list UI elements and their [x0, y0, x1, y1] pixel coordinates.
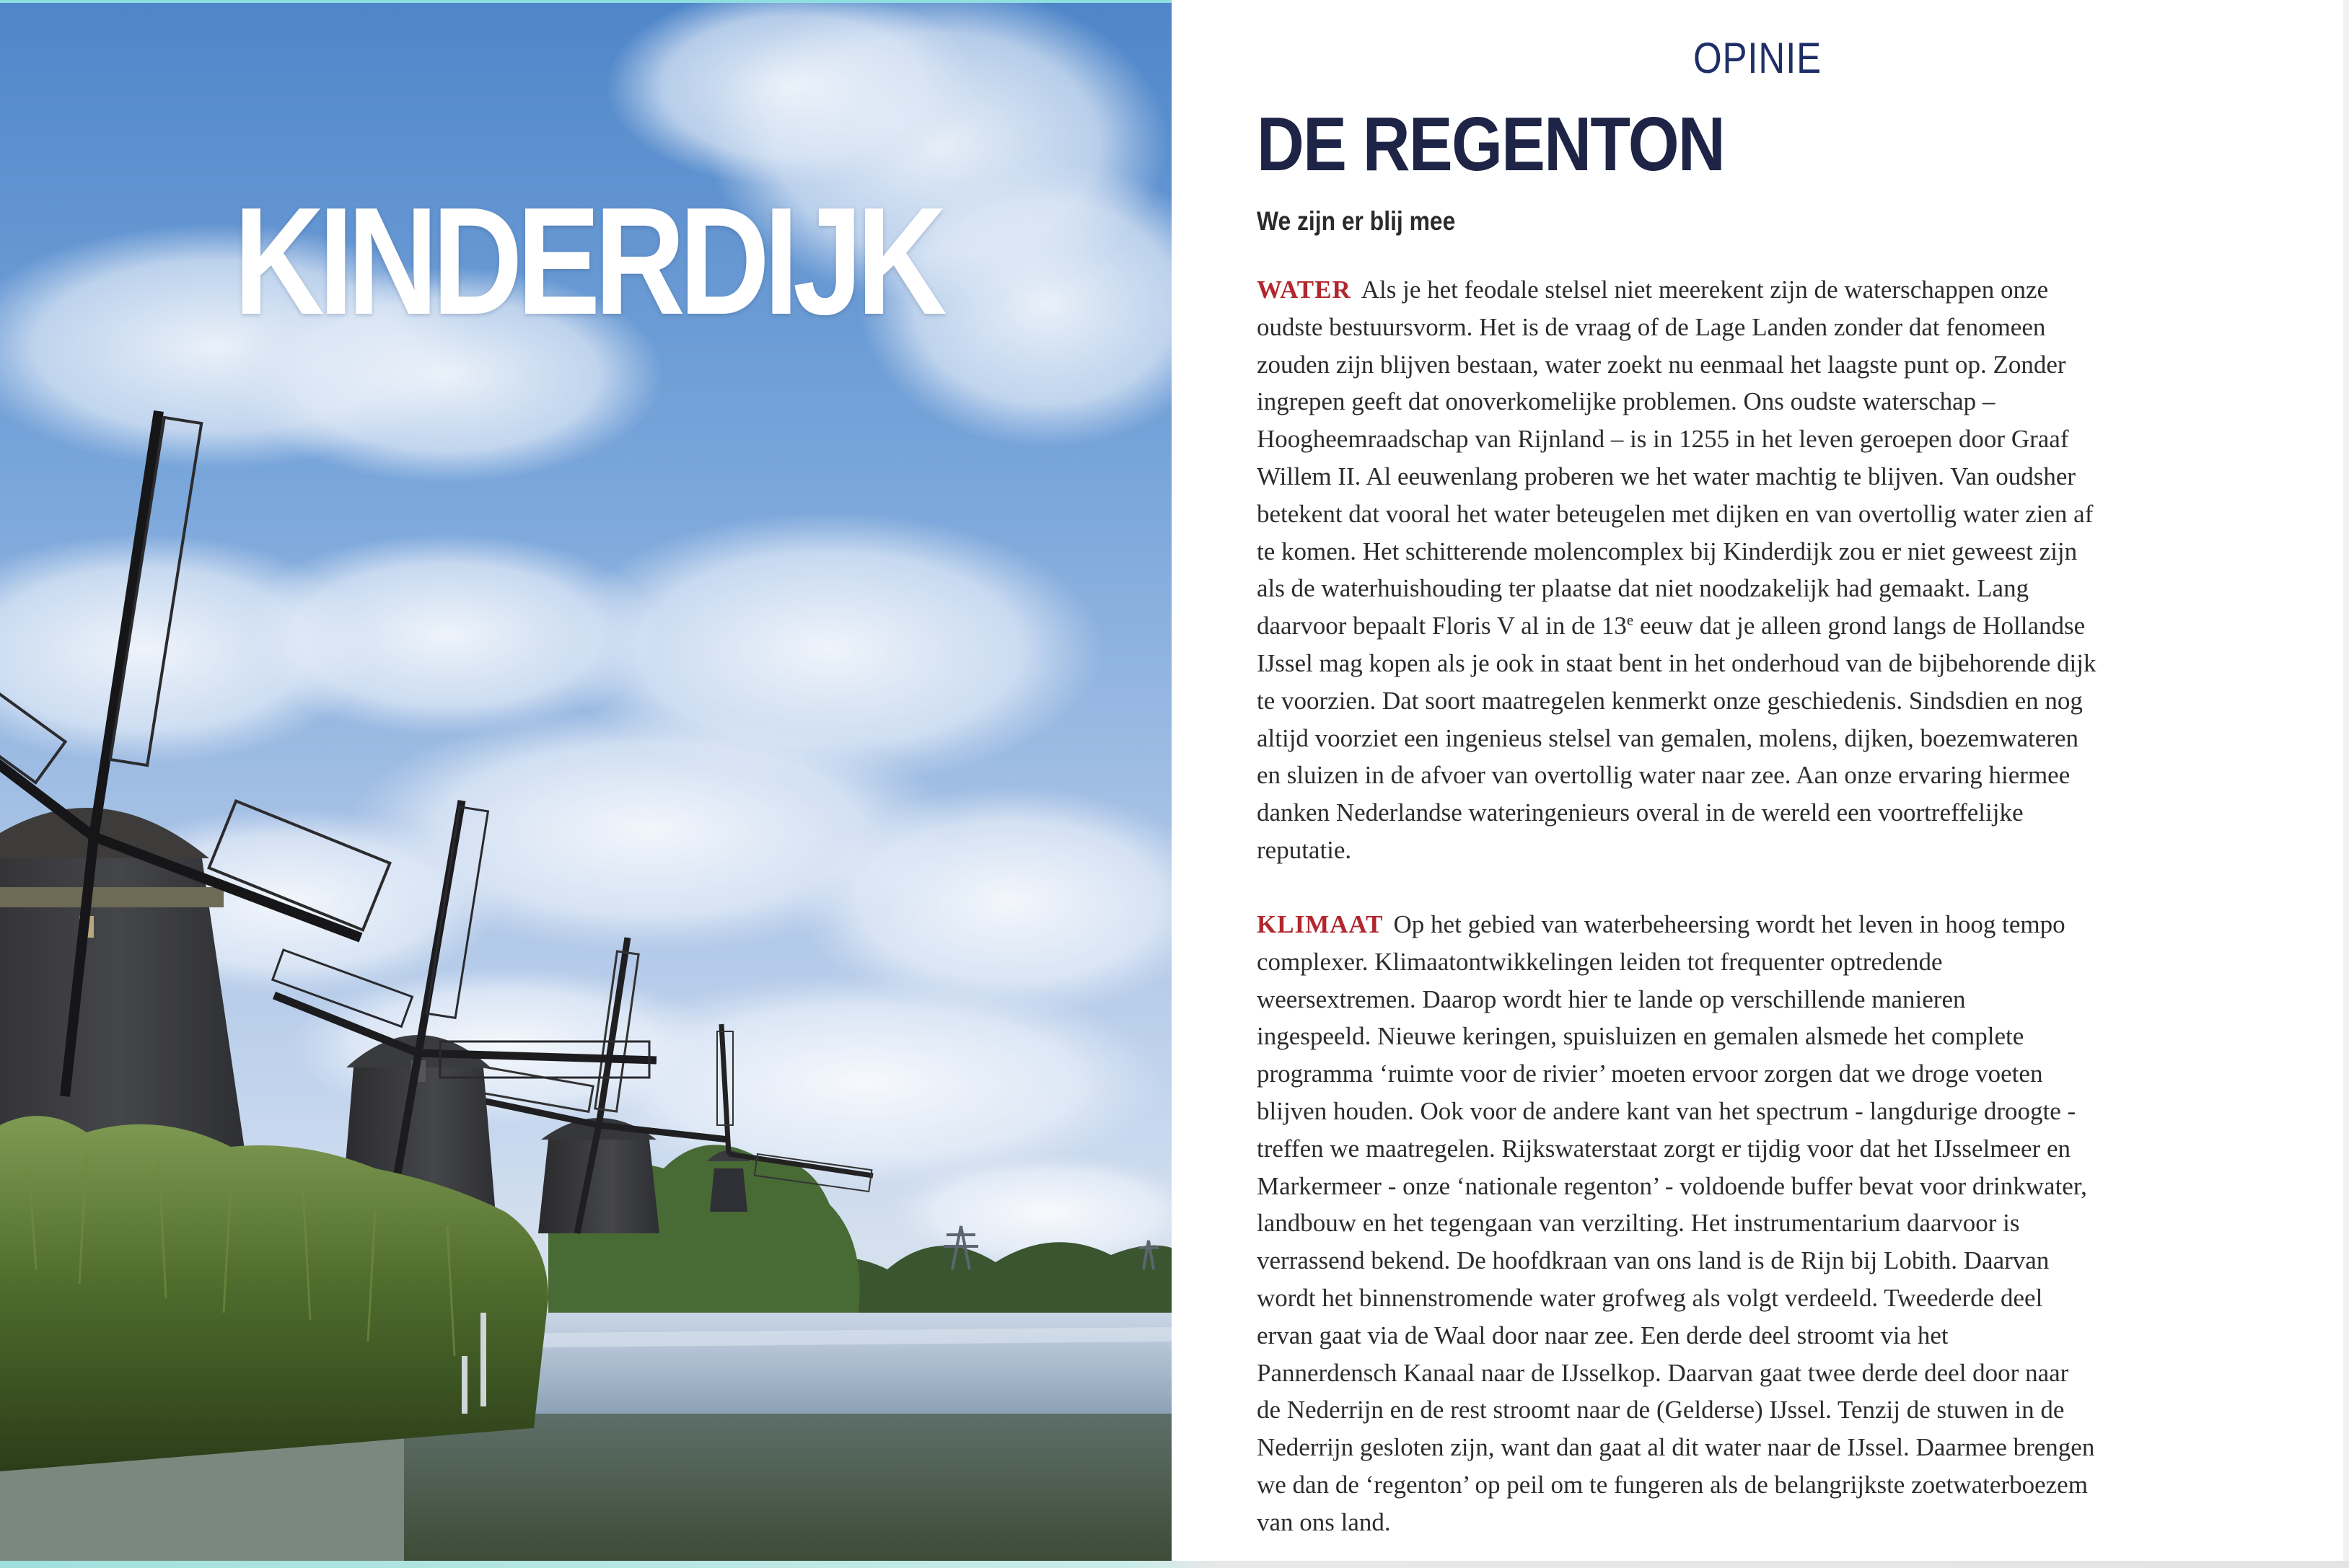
- page-bottom-edge: [0, 1561, 2349, 1568]
- superscript: e: [1626, 611, 1634, 629]
- text-line: Op het gebied van waterbeheersing wordt het leven in hoog tempo: [1393, 910, 2065, 938]
- text-line: en sluizen in de afvoer van overtollig water naar zee. Aan onze ervaring hiermee: [1257, 761, 2071, 790]
- paragraph-keyword: WATER: [1257, 276, 1351, 304]
- text-line: oudste bestuursvorm. Het is de vraag of de Lage Landen zonder dat fenomeen: [1257, 312, 2046, 341]
- text-line: ervan gaat via de Waal door naar zee. Een derde deel stroomt via het: [1257, 1321, 1949, 1349]
- page-edge: [2343, 0, 2349, 1561]
- text-line: te voorzien. Dat soort maatregelen kenmerkt onze geschiedenis. Sindsdien en nog: [1257, 686, 2083, 715]
- text-line: Pannerdensch Kanaal naar de IJsselkop. Daarvan gaat twee derde deel door naar: [1257, 1358, 2069, 1387]
- text-line: IJssel mag kopen als je ook in staat bent in het onderhoud van de bijbehorende dijk: [1257, 648, 2096, 677]
- text-line: Hoogheemraadschap van Rijnland – is in 1255 in het leven geroepen door Graaf: [1257, 425, 2069, 454]
- text-line: blijven houden. Ook voor de andere kant van het spectrum - langdurige droogte -: [1257, 1096, 2076, 1125]
- text-line: daarvoor bepaalt Floris V al in de 13: [1257, 612, 1627, 640]
- text-line: de Nederrijn en de rest stroomt naar de (Gelderse) IJssel. Tenzij de stuwen in de: [1257, 1396, 2065, 1424]
- text-line: Nederrijn gesloten zijn, want dan gaat al dit water naar de IJssel. Daarmee brengen: [1257, 1433, 2095, 1462]
- text-line: als de waterhuishouding ter plaatse dat niet noodzakelijk had gemaakt. Lang: [1257, 574, 2029, 603]
- text-line: landbouw en het tegengaan van verzilting. Het instrumentarium daarvoor is: [1257, 1209, 2020, 1238]
- text-line: verrassend bekend. De hoofdkraan van ons land is de Rijn bij Lobith. Daarvan: [1257, 1246, 2050, 1275]
- section-label: OPINIE: [1693, 34, 1822, 82]
- text-line: ingrepen geeft dat onoverkomelijke problemen. Ons oudste waterschap –: [1257, 387, 1995, 416]
- text-line: betekent dat vooral het water beteugelen met dijken en van overtollig water zien af: [1257, 499, 2094, 528]
- text-line: wordt het binnenstromende water grofweg als volgt verdeeld. Tweederde deel: [1257, 1283, 2043, 1312]
- article-paragraph: [1257, 271, 2267, 869]
- text-line: altijd voorziet een ingenieus stelsel van gemalen, molens, dijken, boezemwateren: [1257, 723, 2079, 752]
- text-line: danken Nederlandse wateringenieurs overal in de wereld een voortreffelijke: [1257, 798, 2024, 827]
- kinderdijk-photo: [0, 0, 1172, 1561]
- text-line: Als je het feodale stelsel niet meerekent zijn de waterschappen onze: [1361, 276, 2049, 304]
- text-line: Markermeer - onze ‘nationale regenton’ - voldoende buffer bevat voor drinkwater,: [1257, 1171, 2087, 1200]
- text-line: complexer. Klimaatontwikkelingen leiden tot frequenter optredende: [1257, 947, 1943, 976]
- text-line: reputatie.: [1257, 835, 1352, 864]
- text-line: Willem II. Al eeuwenlang proberen we het water machtig te blijven. Van oudsher: [1257, 462, 2076, 490]
- paragraph-keyword: KLIMAAT: [1257, 910, 1384, 938]
- page-edge: [0, 0, 1172, 3]
- text-line: van ons land.: [1257, 1507, 1391, 1536]
- article-headline: DE REGENTON: [1257, 102, 1725, 187]
- text-line: te komen. Het schitterende molencomplex bij Kinderdijk zou er niet geweest zijn: [1257, 537, 2078, 565]
- text-line: programma ‘ruimte voor de rivier’ moeten ervoor zorgen dat we droge voeten: [1257, 1060, 2043, 1088]
- text-line: ingespeeld. Nieuwe keringen, spuisluizen en gemalen alsmede het complete: [1257, 1022, 2024, 1051]
- text-line: weersextremen. Daarop wordt hier te lande op verschillende manieren: [1257, 985, 1966, 1013]
- text-line: treffen we maatregelen. Rijkswaterstaat zorgt er tijdig voor dat het IJsselmeer en: [1257, 1134, 2071, 1163]
- article-subheadline: We zijn er blij mee: [1257, 206, 1456, 236]
- text-line: zouden zijn blijven bestaan, water zoekt nu eenmaal het laagste punt op. Zonder: [1257, 350, 2066, 379]
- text-line: eeuw dat je alleen grond langs de Hollandse: [1633, 612, 2086, 640]
- article-paragraph: [1257, 906, 2267, 1541]
- text-line: we dan de ‘regenton’ op peil om te fungeren als de belangrijkste zoetwaterboezem: [1257, 1470, 2088, 1499]
- photo-title: KINDERDIJK: [234, 175, 941, 346]
